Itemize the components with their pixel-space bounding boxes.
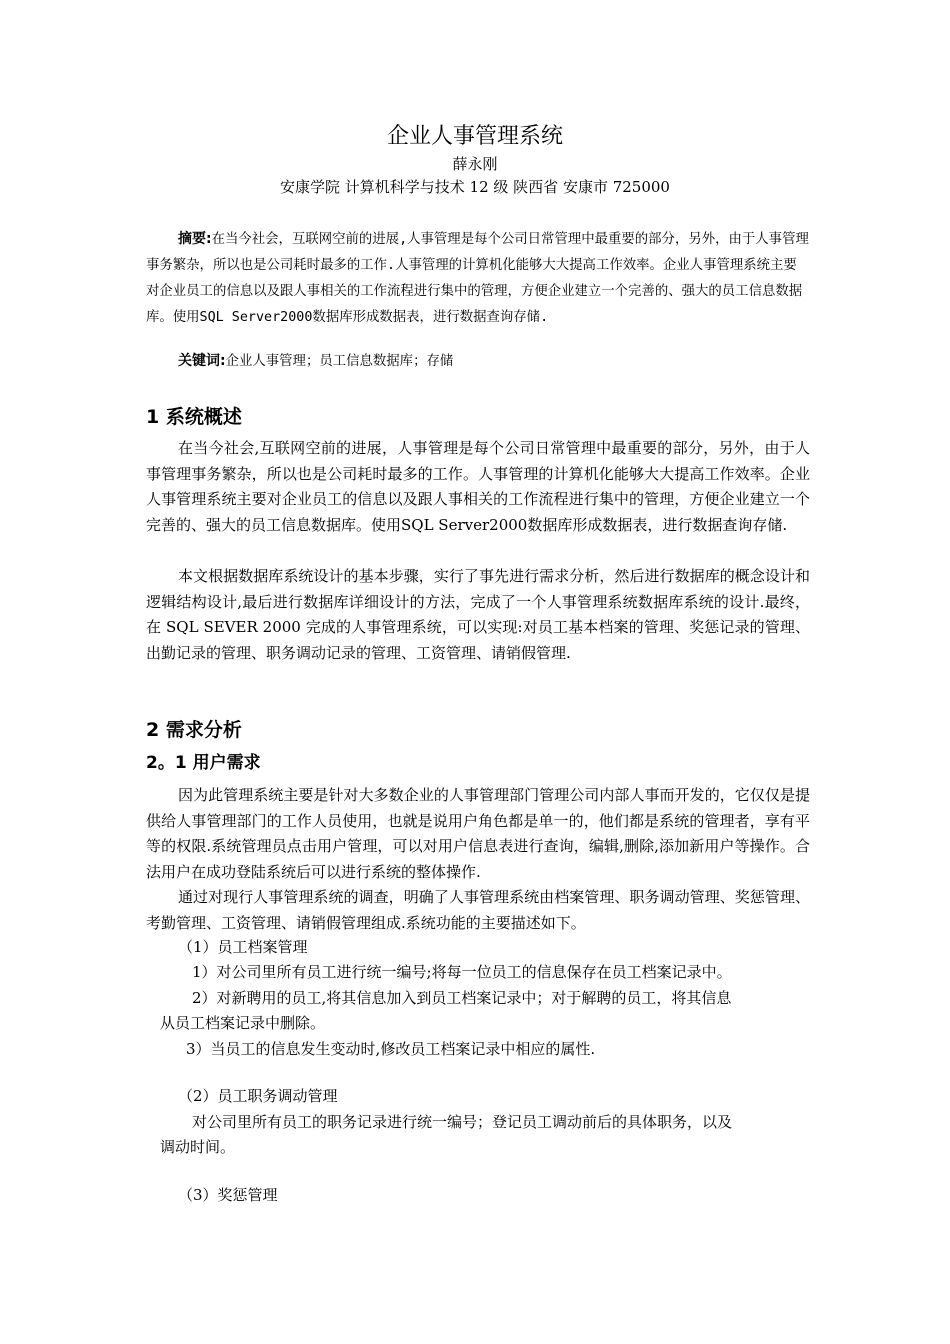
keywords-block <box>178 348 818 375</box>
abstract-label: 摘要: <box>178 231 212 247</box>
section-1-paragraph-1: 在当今社会,互联网空前的进展，人事管理是每个公司日常管理中最重要的部分，另外，由于人事管理事务繁杂，所以也是公司耗时最多的工作。人事管理的计算机化能够大大提高工作效率。企业人事管理系统主要对企业员工的信息以及跟人事相关的工作流程进行集中的管理，方便企业建立一个完善的、强大的员工信息数据库。使用SQL Server2000数据库形成数据表，进行数据查询存储. <box>146 439 810 534</box>
section-2-paragraph-1: 因为此管理系统主要是针对大多数企业的人事管理部门管理公司内部人事而开发的，它仅仅是提供给人事管理部门的工作人员使用，也就是说用户角色都是单一的，他们都是系统的管理者，享有平等的权限.系统管理员点击用户管理，可以对用户信息表进行查询，编辑,删除,添加新用户等操作。合法用户在成功登陆系统后可以进行系统的整体操作. <box>146 786 810 881</box>
list-item-2-line-2: 调动时间。 <box>160 1138 236 1156</box>
abstract-text: 在当今社会，互联网空前的进展,人事管理是每个公司日常管理中最重要的部分，另外，由于人事管理事务繁杂，所以也是公司耗时最多的工作.人事管理的计算机化能够大大提高工作效率。企业人事管理系统主要对企业员工的信息以及跟人事相关的工作流程进行集中的管理，方便企业建立一个完善的、强大的员工信息数据库。使用SQL Server2000数据库形成数据表，进行数据查询存储. <box>146 232 809 325</box>
keywords-text: 企业人事管理；员工信息数据库；存储 <box>225 354 454 369</box>
section-2-heading: 2 需求分析 <box>146 719 242 741</box>
list-item-2-title: （2）员工职务调动管理 <box>178 1087 338 1105</box>
section-1-heading: 1 系统概述 <box>146 406 242 428</box>
list-item-3-title: （3）奖惩管理 <box>178 1186 278 1204</box>
paper-author: 薛永刚 <box>452 155 498 173</box>
keywords-label: 关键词: <box>178 353 226 369</box>
section-1-paragraph-2: 本文根据数据库系统设计的基本步骤，实行了事先进行需求分析，然后进行数据库的概念设计和逻辑结构设计,最后进行数据库详细设计的方法，完成了一个人事管理系统数据库系统的设计.最终，在 SQL SEVER 2000 完成的人事管理系统，可以实现:对员工基本档案的管理、奖惩记录的管理、出勤记录的管理、职务调动记录的管理、工资管理、请销假管理. <box>146 567 810 662</box>
list-item-1-3: 3）当员工的信息发生变动时,修改员工档案记录中相应的属性. <box>186 1040 596 1058</box>
paper-affiliation: 安康学院 计算机科学与技术 12 级 陕西省 安康市 725000 <box>280 178 670 196</box>
abstract-block <box>146 226 809 331</box>
list-item-1-2-line-1: 2）对新聘用的员工,将其信息加入到员工档案记录中；对于解聘的员工，将其信息 <box>192 989 732 1007</box>
list-item-2-line-1: 对公司里所有员工的职务记录进行统一编号；登记员工调动前后的具体职务，以及 <box>192 1113 733 1131</box>
list-item-1-2-line-2: 从员工档案记录中删除。 <box>160 1014 326 1032</box>
paper-title: 企业人事管理系统 <box>386 124 563 149</box>
section-2-paragraph-2: 通过对现行人事管理系统的调查，明确了人事管理系统由档案管理、职务调动管理、奖惩管理、考勤管理、工资管理、请销假管理组成.系统功能的主要描述如下。 <box>146 888 810 932</box>
list-item-1-title: （1）员工档案管理 <box>178 938 308 956</box>
subsection-2-1-heading: 2。1 用户需求 <box>146 753 261 773</box>
list-item-1-1: 1）对公司里所有员工进行统一编号;将每一位员工的信息保存在员工档案记录中。 <box>192 963 732 981</box>
